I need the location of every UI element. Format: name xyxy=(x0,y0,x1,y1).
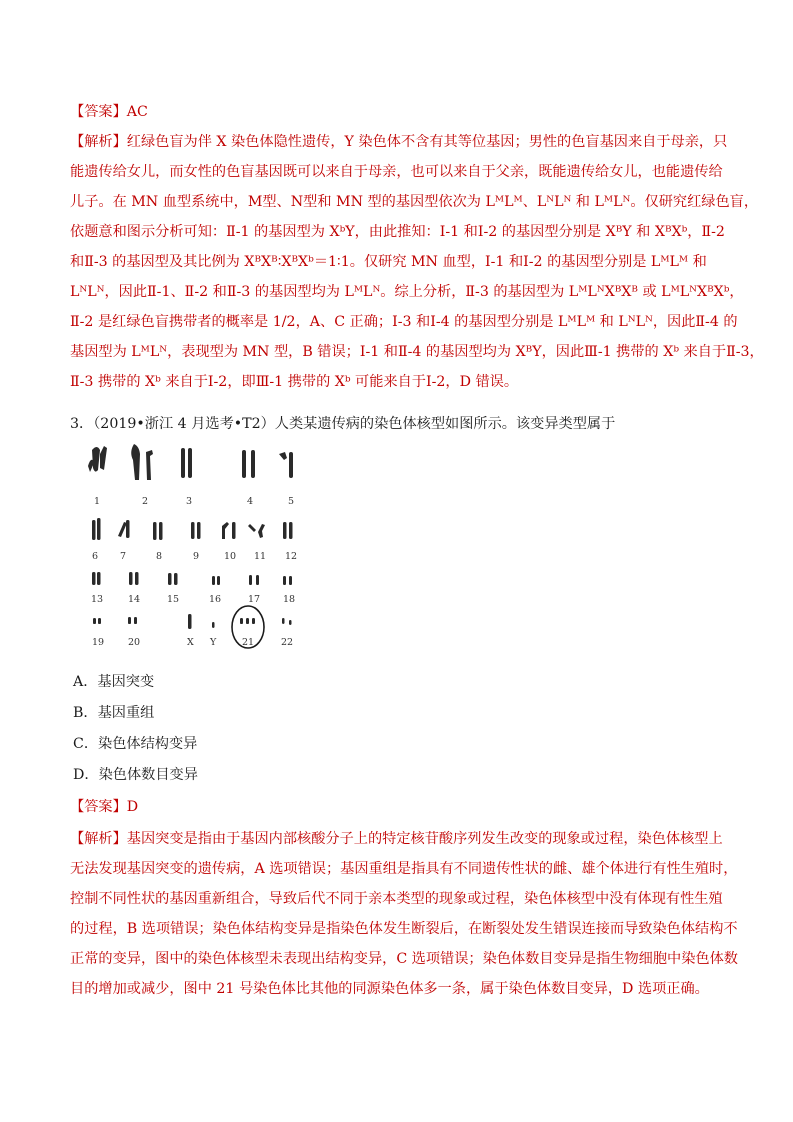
explanation-1-line: Ⅱ-2 是红绿色盲携带者的概率是 1/2，A、C 正确；Ⅰ-3 和Ⅰ-4 的基因型分别是 LᴹLᴹ 和 LᴺLᴺ，因此Ⅱ-4 的 xyxy=(70,314,738,330)
karyotype-label: 2 xyxy=(142,496,149,507)
karyotype-label: 20 xyxy=(128,637,141,648)
chromosome-pair-9 xyxy=(191,522,201,539)
karyotype-label: 10 xyxy=(224,551,237,562)
explanation-1-line: 能遗传给女儿，而女性的色盲基因既可以来自于母亲，也可以来自于父亲，既能遗传给女儿，也能遗传给 xyxy=(70,164,723,180)
karyotype-label: 7 xyxy=(120,551,127,562)
answer-1-label: 【答案】 xyxy=(70,104,127,120)
chromosome-pair-22 xyxy=(282,618,292,625)
karyotype-label: 13 xyxy=(91,594,104,605)
answer-2-label: 【答案】 xyxy=(70,799,127,815)
explanation-2-line: 【解析】基因突变是指由于基因内部核酸分子上的特定核苷酸序列发生改变的现象或过程，染色体核型上 xyxy=(70,831,723,847)
chromosome-pair-13 xyxy=(92,572,101,585)
explanation-2-line: 无法发现基因突变的遗传病，A 选项错误；基因重组是指具有不同遗传性状的雌、雄个体进行有性生殖时， xyxy=(70,861,738,877)
chromosome-pair-3 xyxy=(181,448,192,478)
karyotype-label: 12 xyxy=(285,551,298,562)
karyotype-label: 3 xyxy=(186,496,193,507)
karyotype-label: 5 xyxy=(288,496,295,507)
karyotype-label: 21 xyxy=(242,637,255,648)
karyotype-label: 19 xyxy=(92,637,105,648)
option-b: B．基因重组 xyxy=(73,705,155,721)
explanation-1-line: 儿子。在 MN 血型系统中，M型、N型和 MN 型的基因型依次为 LᴹLᴹ、LᴺLᴺ 和 LᴹLᴺ。仅研究红绿色盲， xyxy=(70,194,759,210)
option-a: A．基因突变 xyxy=(73,674,155,690)
explanation-1-line: 和Ⅱ-3 的基因型及其比例为 XᴮXᴮ∶XᴮXᵇ＝1∶1。仅研究 MN 血型，Ⅰ-1 和Ⅰ-2 的基因型分别是 LᴹLᴹ 和 xyxy=(70,254,707,270)
karyotype-label: 8 xyxy=(156,551,163,562)
option-d: D．染色体数目变异 xyxy=(73,767,198,783)
karyotype-label: 22 xyxy=(281,637,294,648)
explanation-2-label: 【解析】 xyxy=(70,831,127,847)
chromosome-pair-16 xyxy=(212,576,220,585)
explanation-2 xyxy=(70,824,738,1004)
chromosome-pair-6 xyxy=(92,518,101,540)
question-3-stem: 3．（2019•浙江 4 月选考•T2）人类某遗传病的染色体核型如图所示。该变异类型属于 xyxy=(70,416,616,432)
karyotype-label: 9 xyxy=(193,551,200,562)
chromosome-pair-2 xyxy=(131,444,153,480)
karyotype-label: 16 xyxy=(209,594,222,605)
karyotype-label: X xyxy=(187,637,194,648)
explanation-1 xyxy=(70,127,764,397)
explanation-2-line: 的过程，B 选项错误；染色体结构变异是指染色体发生断裂后，在断裂处发生错误连接而导致染色体结构不 xyxy=(70,921,738,937)
chromosome-pair-19 xyxy=(93,618,101,624)
chromosome-pair-8 xyxy=(153,522,163,540)
chromosome-pair-12 xyxy=(283,522,293,539)
chromosome-pair-1 xyxy=(88,446,107,472)
karyotype-label: Y xyxy=(210,637,217,648)
chromosome-pair-10 xyxy=(222,522,236,539)
karyotype-label: 17 xyxy=(248,594,261,605)
chromosome-y xyxy=(212,622,215,628)
chromosome-pair-4 xyxy=(242,450,255,478)
explanation-1-label: 【解析】 xyxy=(70,134,127,150)
explanation-1-line: 基因型为 LᴹLᴺ，表现型为 MN 型，B 错误；Ⅰ-1 和Ⅱ-4 的基因型均为 XᴮY，因此Ⅲ-1 携带的 Xᵇ 来自于Ⅱ-3， xyxy=(70,344,764,360)
explanation-1-line: 依题意和图示分析可知：Ⅱ-1 的基因型为 XᵇY，由此推知：Ⅰ-1 和Ⅰ-2 的基因型分别是 XᴮY 和 XᴮXᵇ，Ⅱ-2 xyxy=(70,224,725,240)
chromosome-pair-5 xyxy=(279,452,293,478)
chromosome-pair-17 xyxy=(249,575,259,585)
karyotype-label: 15 xyxy=(167,594,180,605)
explanation-1-line: LᴺLᴺ，因此Ⅱ-1、Ⅱ-2 和Ⅱ-3 的基因型均为 LᴹLᴺ。综上分析，Ⅱ-3 的基因型为 LᴹLᴺXᴮXᴮ 或 LᴹLᴺXᴮXᵇ， xyxy=(70,284,744,300)
chromosome-pair-7 xyxy=(118,520,130,538)
answer-1-value: AC xyxy=(126,104,148,120)
chromosome-x xyxy=(188,614,192,629)
chromosome-pair-14 xyxy=(129,572,139,585)
answer-2 xyxy=(70,792,730,822)
explanation-1-line: 【解析】红绿色盲为伴 X 染色体隐性遗传，Y 染色体不含有其等位基因；男性的色盲基因来自于母亲，只 xyxy=(70,134,728,150)
karyotype-label: 14 xyxy=(128,594,141,605)
chromosome-pair-20 xyxy=(128,617,137,624)
explanation-1-line: Ⅱ-3 携带的 Xᵇ 来自于Ⅰ-2，即Ⅲ-1 携带的 Xᵇ 可能来自于Ⅰ-2，D 错误。 xyxy=(70,374,519,390)
option-c: C．染色体结构变异 xyxy=(73,736,198,752)
answer-1 xyxy=(70,97,730,127)
chromosome-pair-15 xyxy=(168,573,178,585)
karyotype-label: 6 xyxy=(92,551,99,562)
chromosome-pair-18 xyxy=(283,576,292,585)
explanation-2-line: 正常的变异，图中的染色体核型未表现出结构变异，C 选项错误；染色体数目变异是指生物细胞中染色体数 xyxy=(70,951,738,967)
karyotype-label: 11 xyxy=(254,551,267,562)
karyotype-figure xyxy=(82,442,316,656)
karyotype-label: 1 xyxy=(94,496,101,507)
explanation-2-line: 控制不同性状的基因重新组合，导致后代不同于亲本类型的现象或过程，染色体核型中没有体现有性生殖 xyxy=(70,891,723,907)
explanation-2-line: 目的增加或减少，图中 21 号染色体比其他的同源染色体多一条，属于染色体数目变异，D 选项正确。 xyxy=(70,981,709,997)
answer-2-value: D xyxy=(126,799,139,815)
chromosome-pair-11 xyxy=(248,524,265,538)
karyotype-label: 4 xyxy=(247,496,254,507)
karyotype-label: 18 xyxy=(283,594,296,605)
